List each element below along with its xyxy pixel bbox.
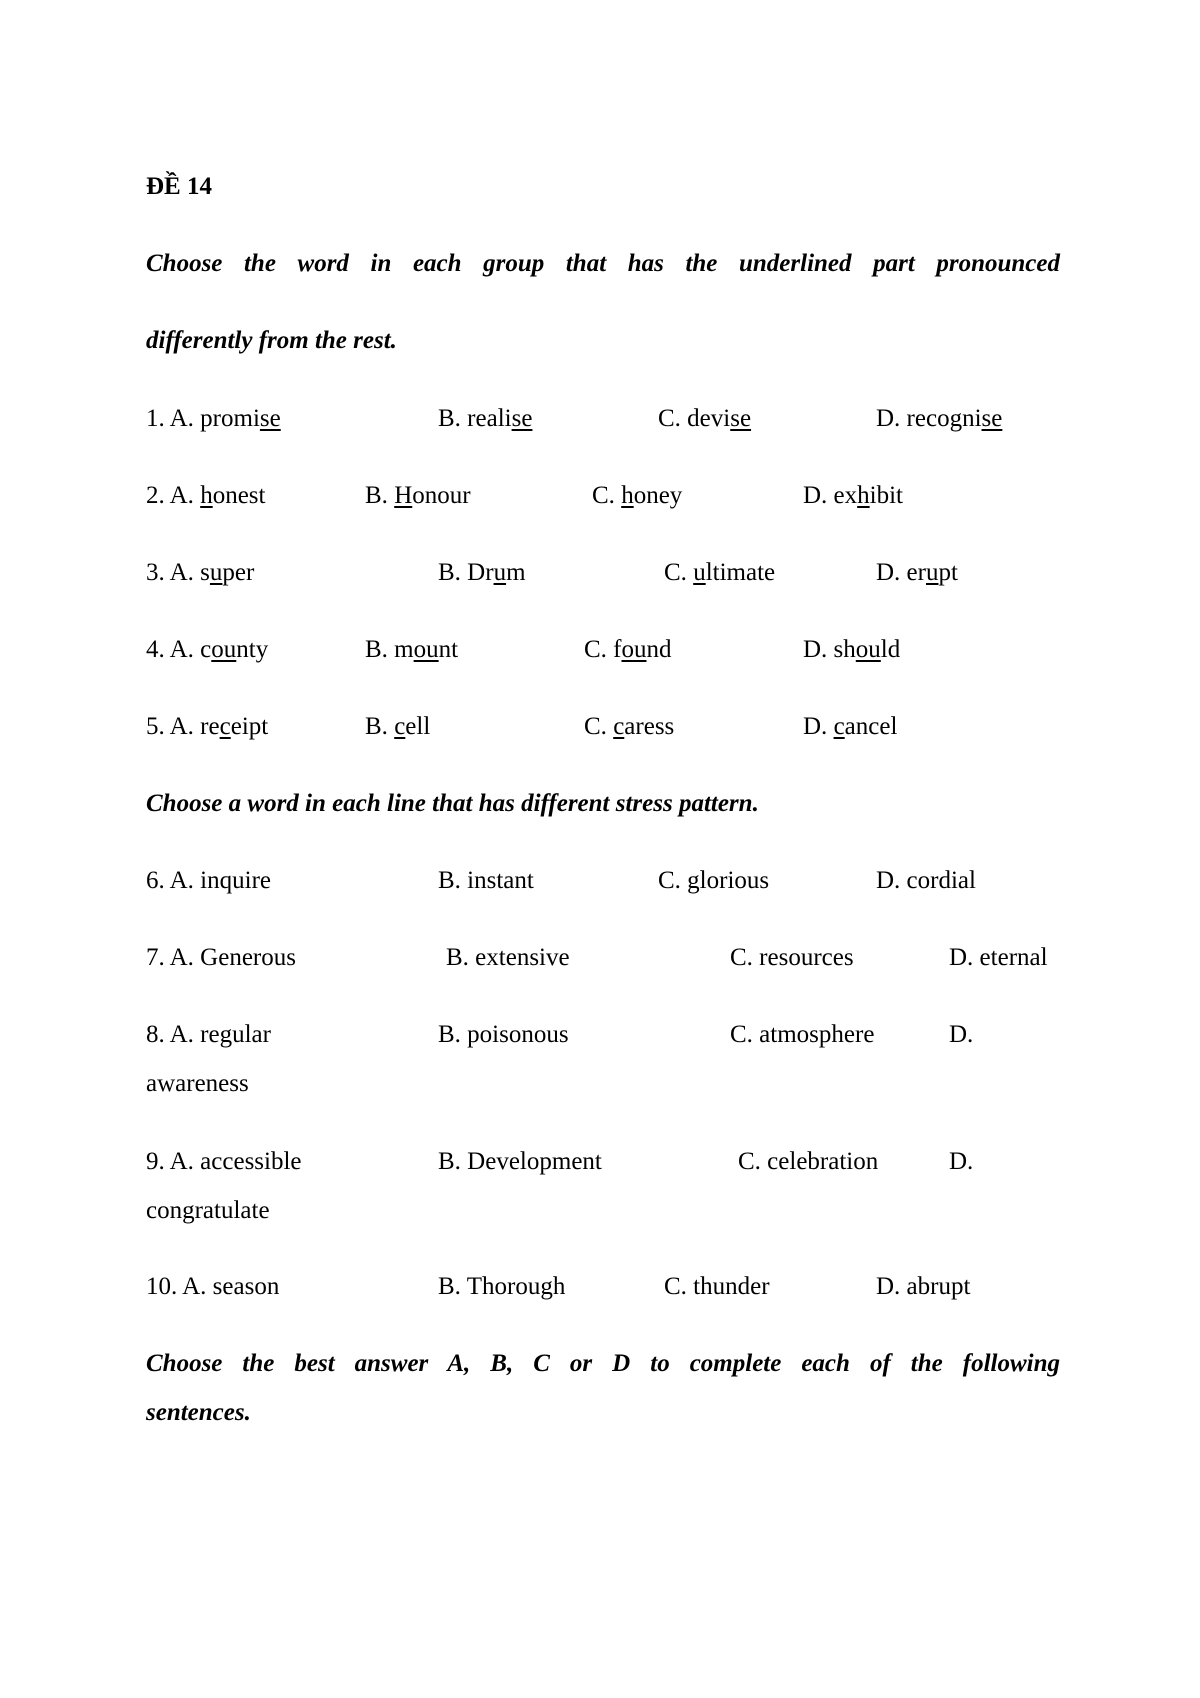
q9-option-d-continuation: congratulate (146, 1197, 270, 1224)
q3-option-c: C. ultimate (664, 559, 776, 586)
q9-option-c: C. celebration (738, 1148, 879, 1175)
q4-option-c: C. found (584, 636, 672, 663)
q4-option-b: B. mount (365, 636, 459, 663)
section3-instruction-line1: Choose the best answer A, B, C or D to complete each of the following (146, 1350, 1060, 1377)
q5-option-d: D. cancel (803, 713, 898, 740)
q8-option-b: B. poisonous (438, 1021, 569, 1048)
q2-option-d: D. exhibit (803, 482, 903, 509)
q1-option-b: B. realise (438, 405, 533, 432)
q5-option-c: C. caress (584, 713, 675, 740)
question-10: 10. A. season B. Thorough C. thunder D. abrupt (146, 1273, 971, 1300)
section3-instruction-line2: sentences. (146, 1399, 251, 1426)
q6-option-b: B. instant (438, 867, 534, 894)
question-8: 8. A. regular B. poisonous C. atmosphere D. (146, 1021, 974, 1048)
q2-option-b: B. Honour (365, 482, 471, 509)
q7-option-b: B. extensive (446, 944, 570, 971)
question-3: 3. A. super B. Drum C. ultimate D. erupt (146, 559, 958, 586)
q10-option-d: D. abrupt (876, 1273, 971, 1300)
question-2: 2. A. honest B. Honour C. honey D. exhibit (146, 482, 903, 509)
question-5: 5. A. receipt B. cell C. caress D. cancel (146, 713, 898, 740)
question-7: 7. A. Generous B. extensive C. resources D. eternal (146, 944, 1048, 971)
question-1: 1. A. promise B. realise C. devise D. recognise (146, 405, 1003, 432)
section2-instruction: Choose a word in each line that has different stress pattern. (146, 790, 759, 817)
section1-instruction-line2: differently from the rest. (146, 327, 397, 354)
q6-option-c: C. glorious (658, 867, 770, 894)
q1-option-d: D. recognise (876, 405, 1003, 432)
q7-option-d: D. eternal (949, 944, 1048, 971)
section1-instruction-line1: Choose the word in each group that has the underlined part pronounced (146, 250, 1060, 277)
q10-option-b: B. Thorough (438, 1273, 566, 1300)
q2-option-c: C. honey (592, 482, 683, 509)
q8-option-d: D. (949, 1021, 974, 1048)
q8-option-d-continuation: awareness (146, 1070, 249, 1097)
q8-option-c: C. atmosphere (730, 1021, 875, 1048)
question-9: 9. A. accessible B. Development C. celebration D. (146, 1148, 974, 1175)
q6-option-d: D. cordial (876, 867, 976, 894)
question-6: 6. A. inquire B. instant C. glorious D. cordial (146, 867, 976, 894)
q9-option-d: D. (949, 1148, 974, 1175)
exam-title: ĐỀ 14 (146, 173, 212, 200)
q9-option-b: B. Development (438, 1148, 602, 1175)
question-4: 4. A. county B. mount C. found D. should (146, 636, 901, 663)
q3-option-d: D. erupt (876, 559, 958, 586)
q4-option-d: D. should (803, 636, 901, 663)
q7-option-c: C. resources (730, 944, 854, 971)
q3-option-b: B. Drum (438, 559, 526, 586)
q1-option-c: C. devise (658, 405, 752, 432)
q10-option-c: C. thunder (664, 1273, 770, 1300)
q5-option-b: B. cell (365, 713, 431, 740)
